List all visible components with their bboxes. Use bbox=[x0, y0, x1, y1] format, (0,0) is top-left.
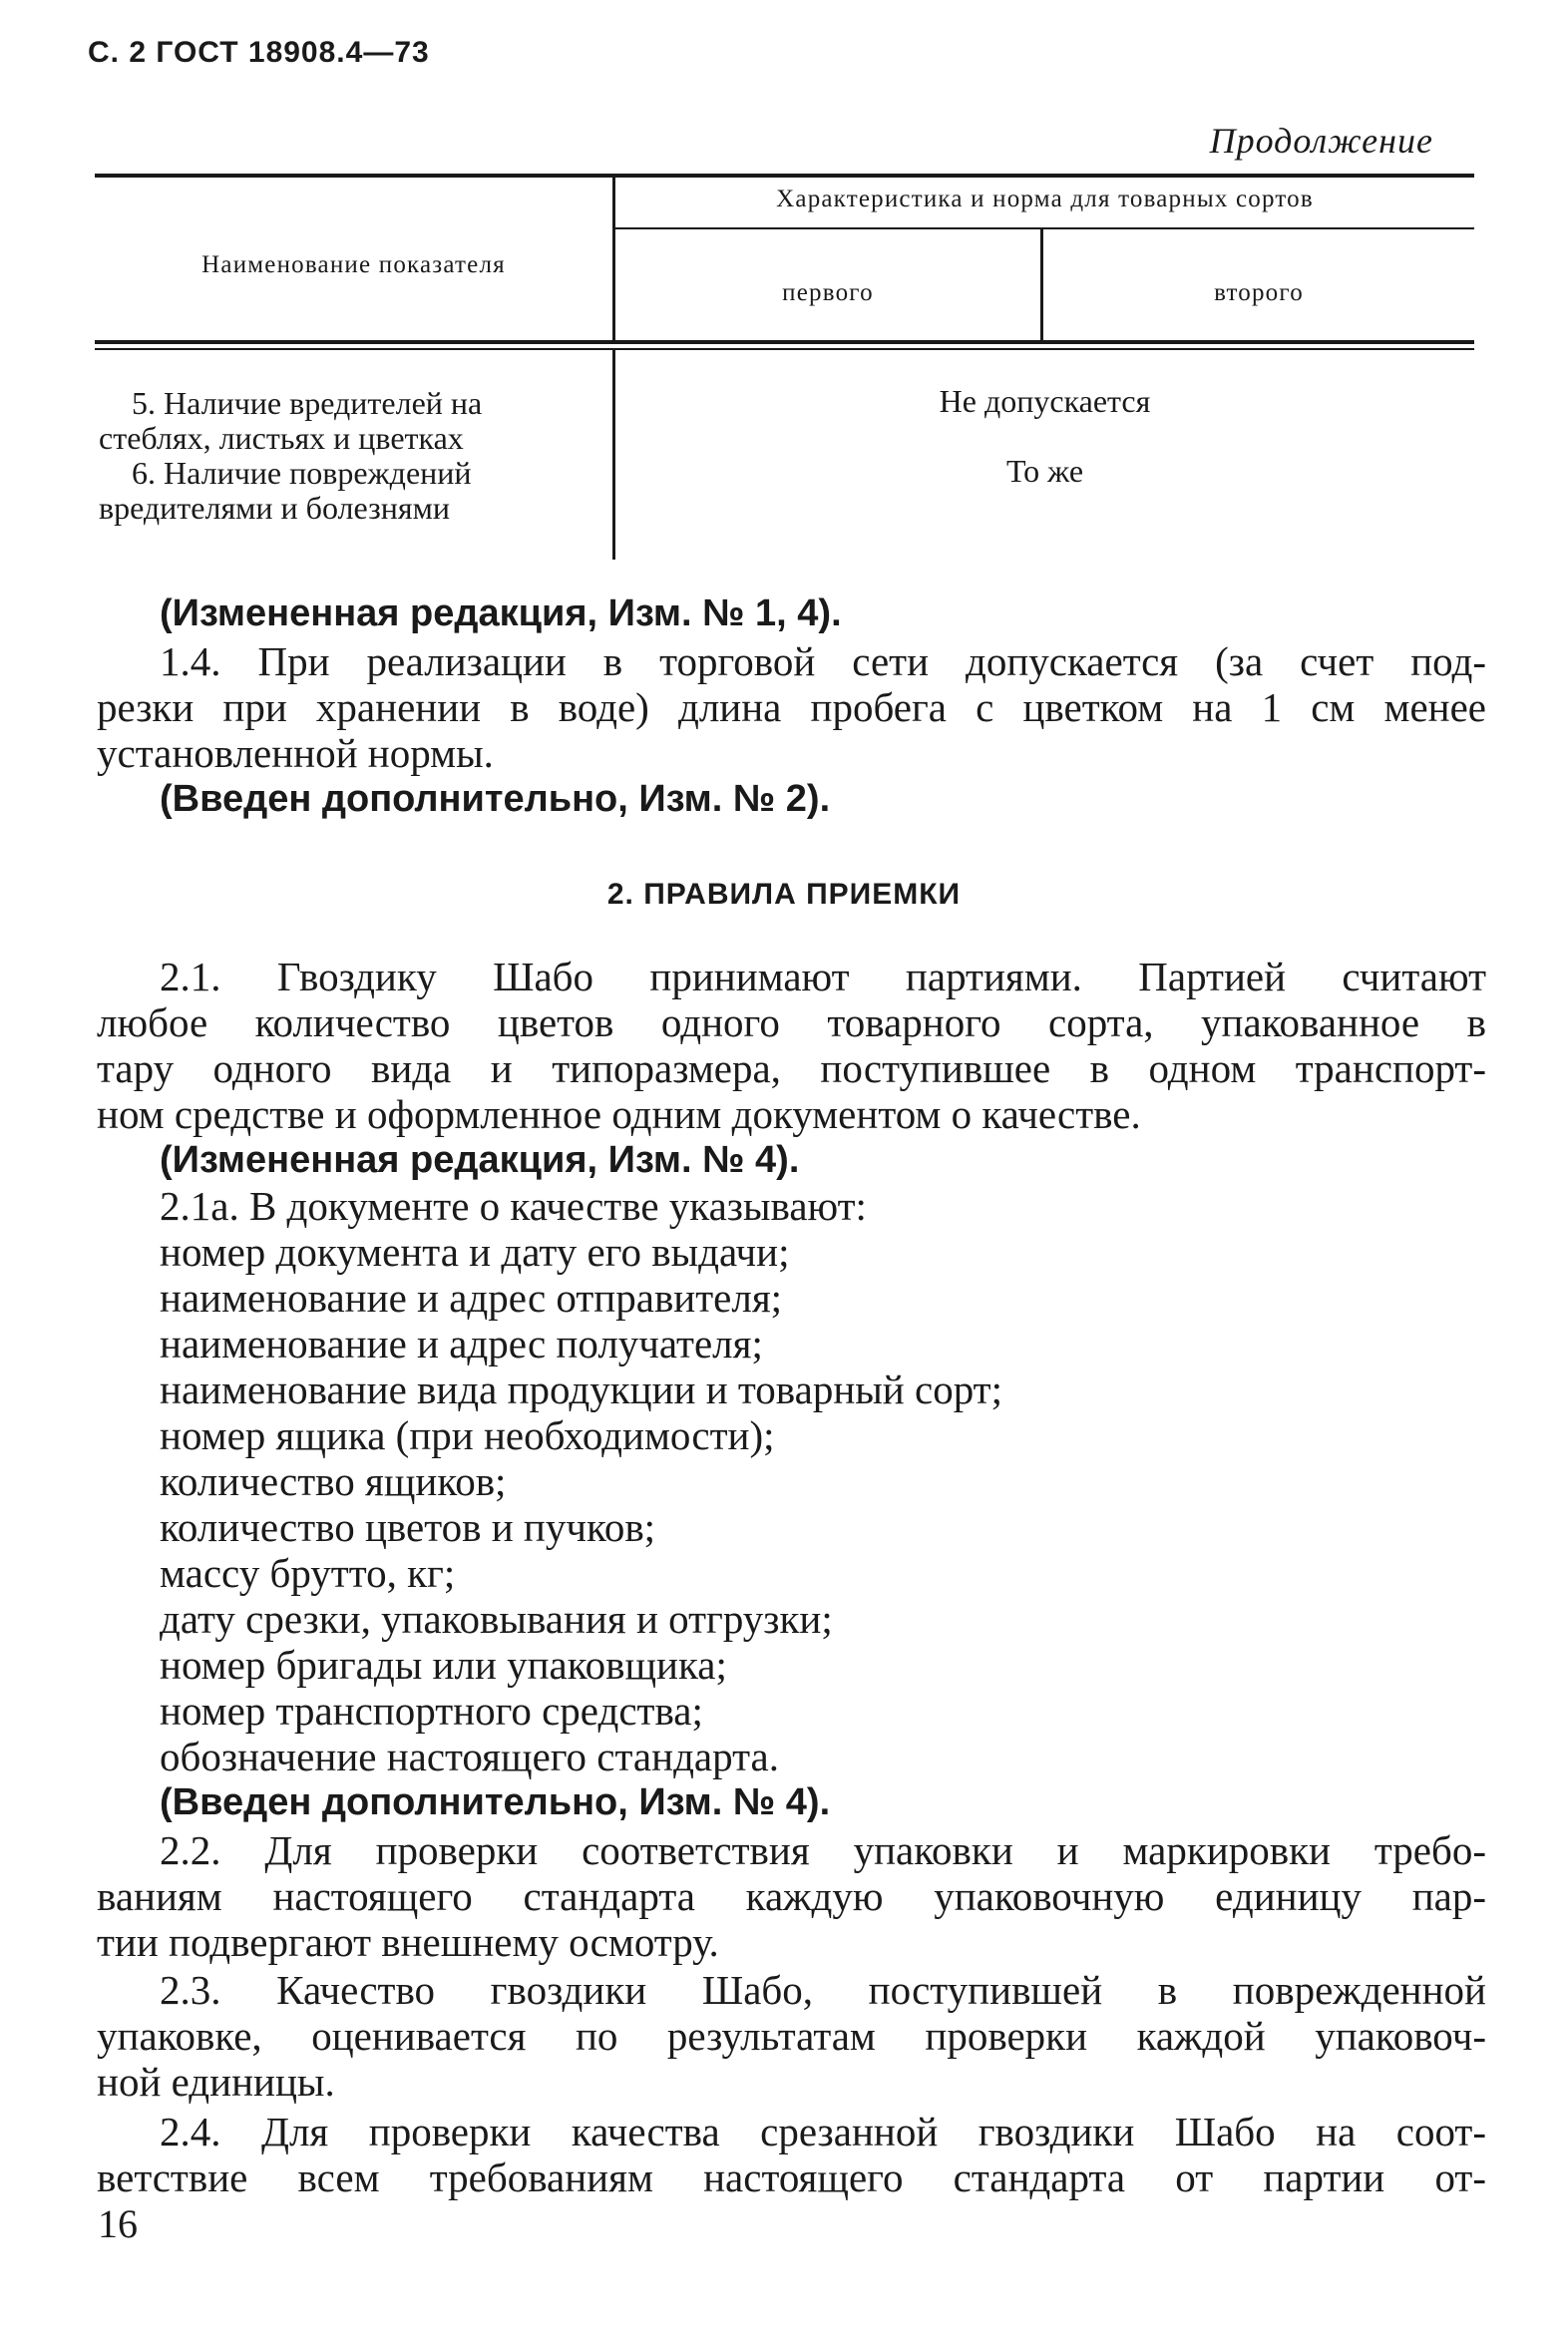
paragraph-line: 1.4. При реализации в торговой сети допускается (за счет под- bbox=[160, 638, 1486, 684]
row-label-line: 5. Наличие вредителей на bbox=[132, 385, 483, 421]
paragraph-line: 2.3. Качество гвоздики Шабо, поступившей в поврежденной bbox=[160, 1967, 1486, 2013]
paragraph-line: ваниям настоящего стандарта каждую упаковочную единицу пар- bbox=[97, 1873, 1486, 1919]
table-top-rule bbox=[95, 174, 1474, 178]
list-item: обозначение настоящего стандарта. bbox=[160, 1734, 779, 1779]
list-item: номер документа и дату его выдачи; bbox=[160, 1229, 790, 1275]
paragraph-line: 2.1. Гвоздику Шабо принимают партиями. Партией считают bbox=[160, 954, 1486, 999]
amendment-note: (Введен дополнительно, Изм. № 2). bbox=[160, 778, 831, 820]
row-value: То же bbox=[1005, 453, 1084, 489]
paragraph-line: 2.4. Для проверки качества срезанной гвоздики Шабо на соот- bbox=[160, 2109, 1486, 2154]
col-header-indicator: Наименование показателя bbox=[201, 251, 506, 278]
list-item: номер транспортного средства; bbox=[160, 1688, 703, 1734]
list-item: наименование вида продукции и товарный сорт; bbox=[160, 1366, 1002, 1412]
paragraph-line: 2.2. Для проверки соответствия упаковки и маркировки требо- bbox=[160, 1827, 1486, 1873]
paragraph-line: резки при хранении в воде) длина пробега с цветком на 1 см менее bbox=[97, 684, 1486, 730]
list-item: номер ящика (при необходимости); bbox=[160, 1412, 775, 1458]
col-header-first-grade: первого bbox=[782, 279, 874, 306]
amendment-note: (Измененная редакция, Изм. № 4). bbox=[160, 1139, 800, 1181]
row-label-line: вредителями и болезнями bbox=[99, 490, 450, 526]
list-item: массу брутто, кг; bbox=[160, 1550, 456, 1596]
paragraph-line: тару одного вида и типоразмера, поступившее в одном транспорт- bbox=[97, 1045, 1486, 1091]
paragraph-line: установленной нормы. bbox=[97, 730, 494, 776]
list-item: дату срезки, упаковывания и отгрузки; bbox=[160, 1596, 833, 1642]
page-header: С. 2 ГОСТ 18908.4—73 bbox=[88, 36, 430, 69]
list-item: наименование и адрес получателя; bbox=[160, 1321, 763, 1366]
paragraph-line: ном средстве и оформленное одним документом о качестве. bbox=[97, 1091, 1141, 1137]
col-header-second-grade: второго bbox=[1214, 279, 1304, 306]
paragraph-line: тии подвергают внешнему осмотру. bbox=[97, 1919, 719, 1965]
table-header-rule-2 bbox=[95, 348, 1474, 350]
col-header-group: Характеристика и норма для товарных сортов bbox=[776, 186, 1314, 212]
page-number: 16 bbox=[98, 2201, 138, 2246]
paragraph-line: ной единицы. bbox=[97, 2059, 335, 2105]
continuation-label: Продолжение bbox=[1209, 121, 1433, 161]
list-item: номер бригады или упаковщика; bbox=[160, 1642, 727, 1688]
paragraph-line: любое количество цветов одного товарного сорта, упакованное в bbox=[97, 999, 1486, 1045]
table-group-rule bbox=[615, 227, 1474, 229]
paragraph-line: ветствие всем требованиям настоящего стандарта от партии от- bbox=[97, 2154, 1486, 2200]
list-item: наименование и адрес отправителя; bbox=[160, 1275, 783, 1321]
section-heading: 2. ПРАВИЛА ПРИЕМКИ bbox=[606, 878, 962, 911]
row-label-line: 6. Наличие повреждений bbox=[132, 455, 472, 491]
row-label-line: стеблях, листьях и цветках bbox=[99, 420, 464, 456]
amendment-note: (Измененная редакция, Изм. № 1, 4). bbox=[160, 592, 842, 634]
row-value: Не допускается bbox=[939, 383, 1151, 419]
paragraph-line: упаковке, оценивается по результатам проверки каждой упаковоч- bbox=[97, 2013, 1486, 2059]
list-item: количество цветов и пучков; bbox=[160, 1504, 656, 1550]
list-item: количество ящиков; bbox=[160, 1458, 507, 1504]
amendment-note: (Введен дополнительно, Изм. № 4). bbox=[160, 1781, 831, 1823]
paragraph-line: 2.1а. В документе о качестве указывают: bbox=[160, 1183, 867, 1229]
table-header-rule bbox=[95, 340, 1474, 344]
